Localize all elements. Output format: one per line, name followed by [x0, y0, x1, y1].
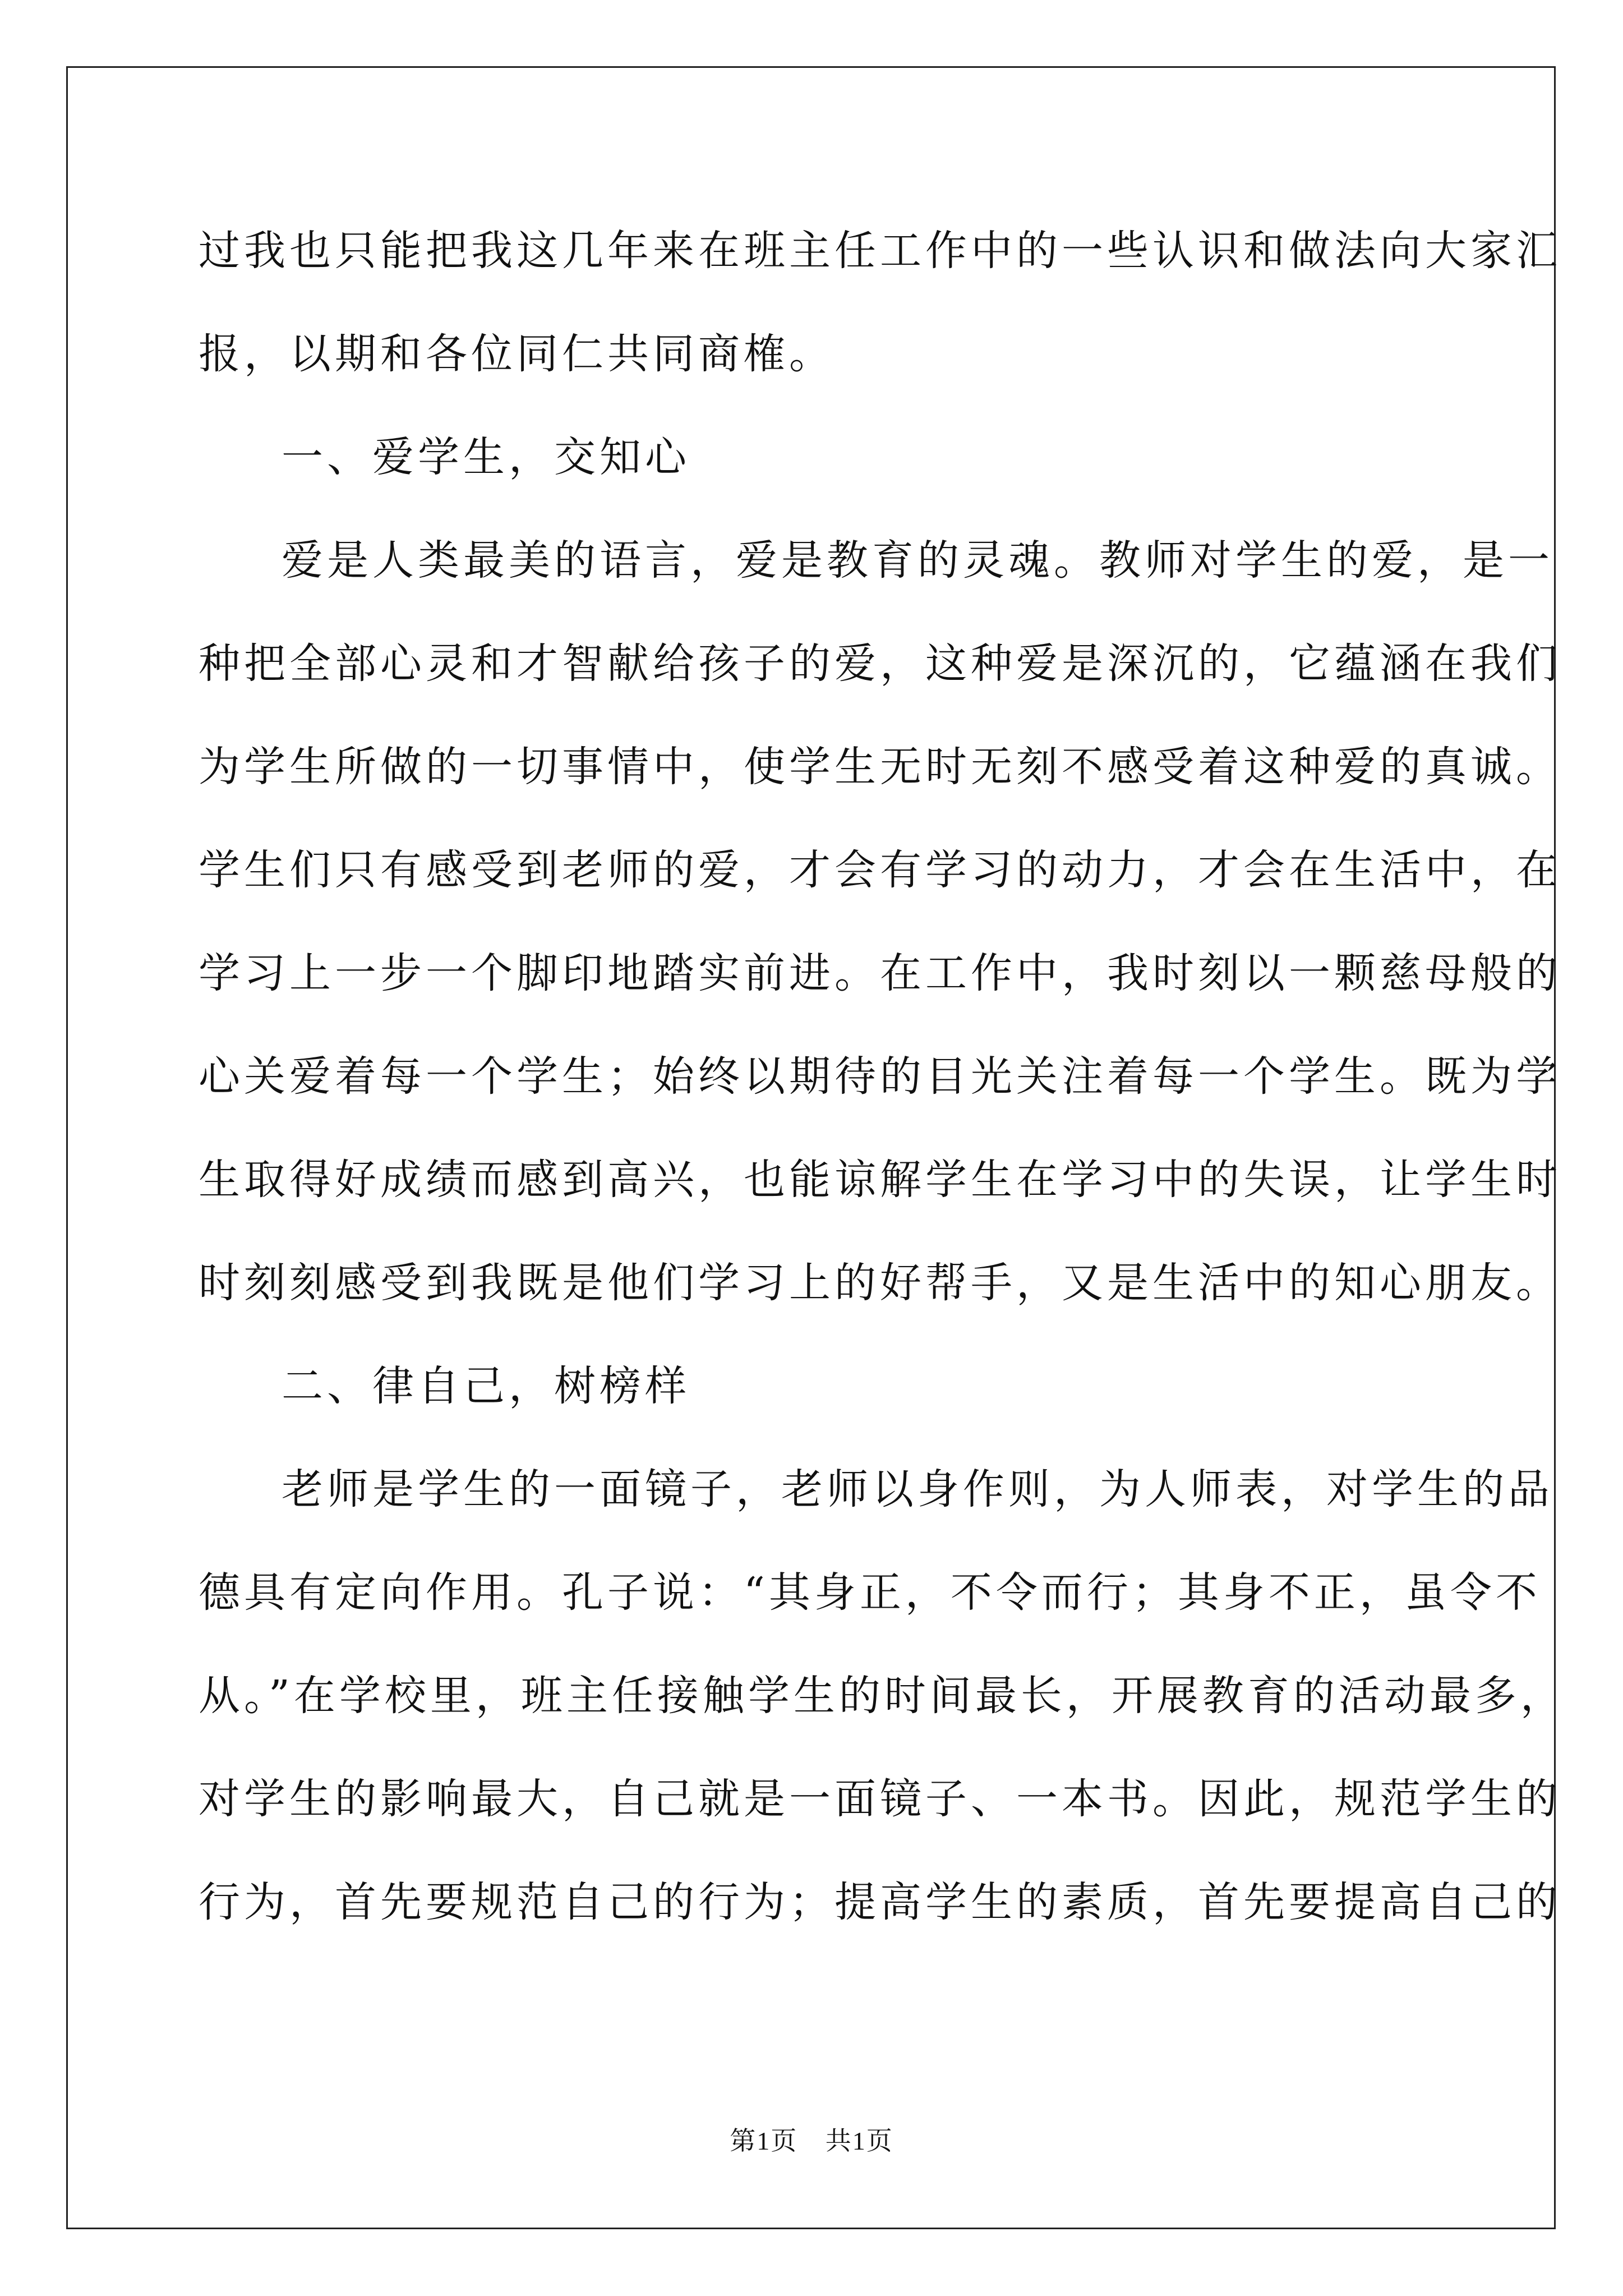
document-body — [199, 220, 1566, 1975]
text-line: 种把全部心灵和才智献给孩子的爱，这种爱是深沉的，它蕴涵在我们 — [199, 639, 1561, 688]
page-total: 共1页 — [825, 2127, 893, 2155]
text-line: 学习上一步一个脚印地踏实前进。在工作中，我时刻以一颗慈母般的 — [199, 949, 1561, 997]
page-number: 第1页 — [730, 2127, 798, 2155]
text-line: 老师是学生的一面镜子，老师以身作则，为人师表，对学生的品 — [282, 1465, 1553, 1513]
text-line: 心关爱着每一个学生；始终以期待的目光关注着每一个学生。既为学 — [199, 1052, 1561, 1101]
text-line: 学生们只有感受到老师的爱，才会有学习的动力，才会在生活中，在 — [199, 846, 1561, 894]
page-footer — [0, 2120, 1623, 2157]
text-line: 对学生的影响最大，自己就是一面镜子、一本书。因此，规范学生的 — [199, 1775, 1561, 1823]
text-line: 从。”在学校里，班主任接触学生的时间最长，开展教育的活动最多， — [199, 1672, 1566, 1720]
text-line: 为学生所做的一切事情中，使学生无时无刻不感受着这种爱的真诚。 — [199, 743, 1561, 791]
text-line: 爱是人类最美的语言，爱是教育的灵魂。教师对学生的爱，是一 — [282, 536, 1553, 585]
text-line: 二、律自己，树榜样 — [282, 1362, 690, 1410]
text-line: 过我也只能把我这几年来在班主任工作中的一些认识和做法向大家汇 — [199, 227, 1561, 275]
text-line: 生取得好成绩而感到高兴，也能谅解学生在学习中的失误，让学生时 — [199, 1156, 1561, 1204]
text-line: 报，以期和各位同仁共同商榷。 — [199, 330, 834, 378]
text-line: 一、爱学生，交知心 — [282, 433, 690, 481]
text-line: 德具有定向作用。孔子说：“其身正，不令而行；其身不正，虽令不 — [199, 1568, 1541, 1617]
text-line: 行为，首先要规范自己的行为；提高学生的素质，首先要提高自己的 — [199, 1878, 1561, 1926]
text-line: 时刻刻感受到我既是他们学习上的好帮手，又是生活中的知心朋友。 — [199, 1259, 1561, 1307]
